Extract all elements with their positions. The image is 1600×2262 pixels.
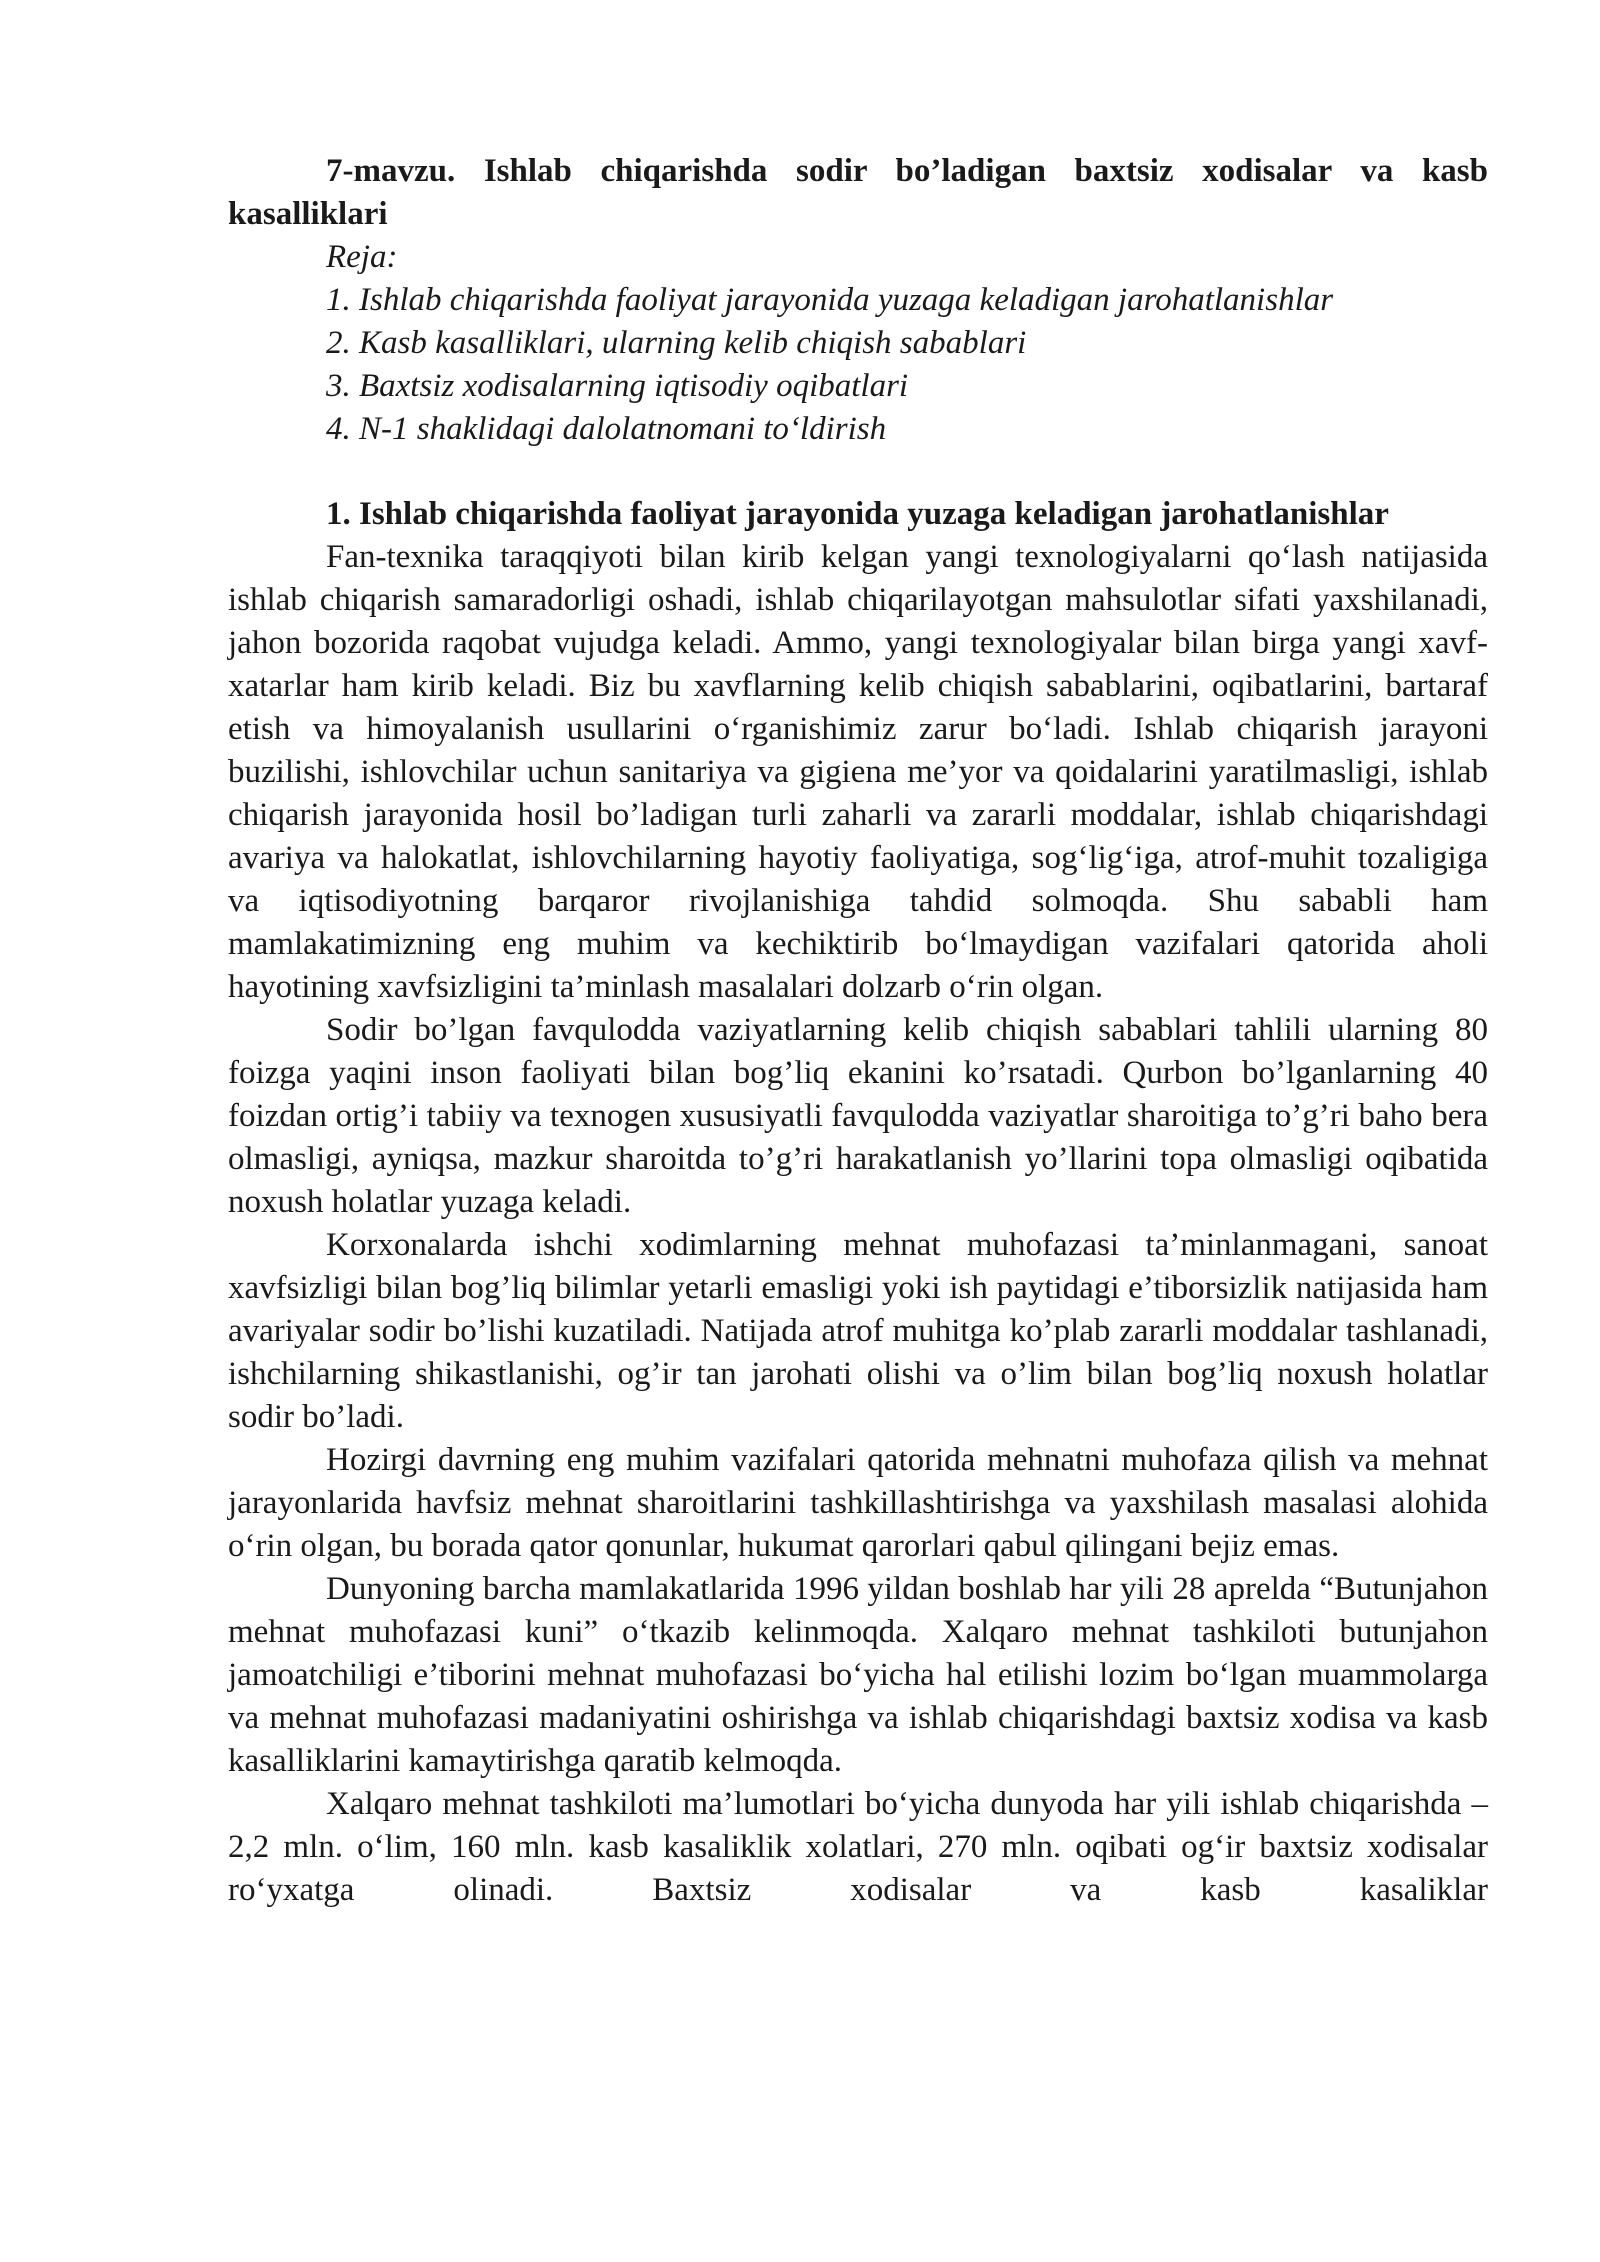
section-heading: 1. Ishlab chiqarishda faoliyat jarayonida yuzaga keladigan jarohatlanishlar (326, 496, 1389, 532)
body-paragraph: Dunyoning barcha mamlakatlarida 1996 yildan boshlab har yili 28 aprelda “Butunjahon mehnat muhofazasi kuni” o‘tkazib kelinmoqda. Xalqaro mehnat tashkiloti butunjahon jamoatchiligi e’tiborini mehnat muhofazasi bo‘yicha hal etilishi lozim bo‘lgan muammolarga va mehnat muhofazasi madaniyatini oshirishga va ishlab chiqarishdagi baxtsiz xodisa va kasb kasalliklarini kamaytirishga qaratib kelmoqda. (228, 1571, 1488, 1779)
body-paragraph: Sodir bo’lgan favqulodda vaziyatlarning kelib chiqish sabablari tahlili ularning 80 foizga yaqini inson faoliyati bilan bog’liq ekanini ko’rsatadi. Qurbon bo’lganlarning 40 foizdan ortig’i tabiiy va texnogen xususiyatli favqulodda vaziyatlar sharoitiga to’g’ri baho bera olmasligi, ayniqsa, mazkur sharoitda to’g’ri harakatlanish yo’llarini topa olmasligi oqibatida noxush holatlar yuzaga keladi. (228, 1012, 1488, 1220)
plan-item: 2. Kasb kasalliklari, ularning kelib chiqish sabablari (326, 325, 1027, 361)
plan-section (228, 236, 1488, 451)
document-page (228, 150, 1488, 1912)
plan-item: 3. Baxtsiz xodisalarning iqtisodiy oqibatlari (326, 368, 909, 404)
plan-label: Reja: (326, 239, 398, 275)
document-title: 7-mavzu. Ishlab chiqarishda sodir bo’ladigan baxtsiz xodisalar va kasb kasalliklari (228, 153, 1488, 232)
body-paragraph: Korxonalarda ishchi xodimlarning mehnat muhofazasi ta’minlanmagani, sanoat xavfsizligi bilan bog’liq bilimlar yetarli emasligi yoki ish paytidagi e’tiborsizlik natijasida ham avariyalar sodir bo’lishi kuzatiladi. Natijada atrof muhitga ko’plab zararli moddalar tashlanadi, ishchilarning shikastlanishi, og’ir tan jarohati olishi va o’lim bilan bog’liq noxush holatlar sodir bo’ladi. (228, 1227, 1488, 1435)
body-paragraph: Xalqaro mehnat tashkiloti ma’lumotlari bo‘yicha dunyoda har yili ishlab chiqarishda – 2,2 mln. o‘lim, 160 mln. kasb kasaliklik xolatlari, 270 mln. oqibati og‘ir baxtsiz xodisalar ro‘yxatga olinadi. Baxtsiz xodisalar va kasb kasaliklar (228, 1786, 1488, 1908)
plan-item: 1. Ishlab chiqarishda faoliyat jarayonida yuzaga keladigan jarohatlanishlar (326, 282, 1334, 318)
body-paragraph: Fan-texnika taraqqiyoti bilan kirib kelgan yangi texnologiyalarni qo‘lash natijasida ishlab chiqarish samaradorligi oshadi, ishlab chiqarilayotgan mahsulotlar sifati yaxshilanadi, jahon bozorida raqobat vujudga keladi. Ammo, yangi texnologiyalar bilan birga yangi xavf-xatarlar ham kirib keladi. Biz bu xavflarning kelib chiqish sabablarini, oqibatlarini, bartaraf etish va himoyalanish usullarini o‘rganishimiz zarur bo‘ladi. Ishlab chiqarish jarayoni buzilishi, ishlovchilar uchun sanitariya va gigiena me’yor va qoidalarini yaratilmasligi, ishlab chiqarish jarayonida hosil bo’ladigan turli zaharli va zararli moddalar, ishlab chiqarishdagi avariya va halokatlat, ishlovchilarning hayotiy faoliyatiga, sog‘lig‘iga, atrof-muhit tozaligiga va iqtisodiyotning barqaror rivojlanishiga tahdid solmoqda. Shu sababli ham mamlakatimizning eng muhim va kechiktirib bo‘lmaydigan vazifalari qatorida aholi hayotining xavfsizligini ta’minlash masalalari dolzarb o‘rin olgan. (228, 539, 1488, 1005)
body-paragraph: Hozirgi davrning eng muhim vazifalari qatorida mehnatni muhofaza qilish va mehnat jarayonlarida havfsiz mehnat sharoitlarini tashkillashtirishga va yaxshilash masalasi alohida o‘rin olgan, bu borada qator qonunlar, hukumat qarorlari qabul qilingani bejiz emas. (228, 1442, 1488, 1564)
plan-item: 4. N-1 shaklidagi dalolatnomani to‘ldirish (326, 411, 887, 447)
